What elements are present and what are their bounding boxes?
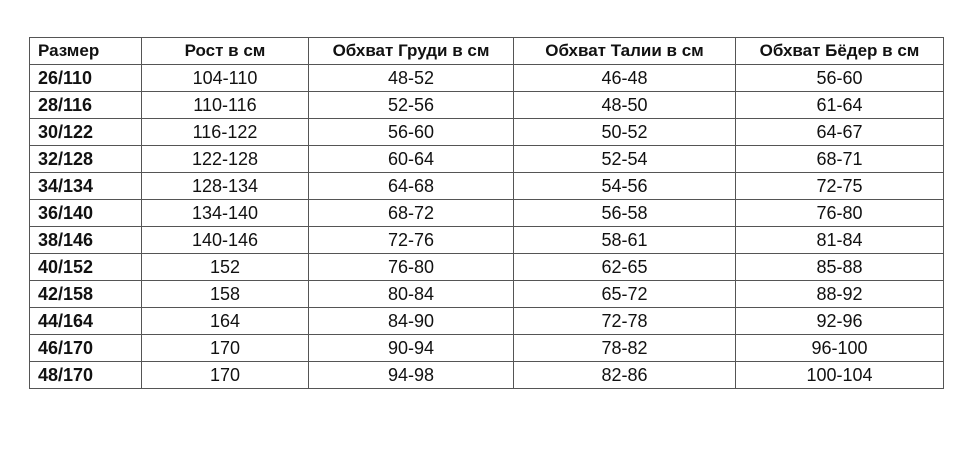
cell-hips: 88-92 [736, 281, 944, 308]
table-row [30, 308, 944, 335]
header-hips: Обхват Бёдер в см [736, 38, 944, 65]
header-height: Рост в см [142, 38, 309, 65]
header-row [30, 38, 944, 65]
cell-height: 164 [142, 308, 309, 335]
table-body [30, 65, 944, 389]
table-row [30, 254, 944, 281]
cell-chest: 68-72 [309, 200, 514, 227]
cell-size: 38/146 [30, 227, 142, 254]
cell-hips: 68-71 [736, 146, 944, 173]
cell-waist: 78-82 [514, 335, 736, 362]
cell-chest: 60-64 [309, 146, 514, 173]
header-waist: Обхват Талии в см [514, 38, 736, 65]
cell-chest: 56-60 [309, 119, 514, 146]
cell-waist: 54-56 [514, 173, 736, 200]
cell-chest: 64-68 [309, 173, 514, 200]
cell-waist: 58-61 [514, 227, 736, 254]
cell-size: 44/164 [30, 308, 142, 335]
cell-height: 170 [142, 362, 309, 389]
cell-size: 26/110 [30, 65, 142, 92]
table-row [30, 92, 944, 119]
cell-height: 116-122 [142, 119, 309, 146]
table-row [30, 146, 944, 173]
table-row [30, 227, 944, 254]
cell-height: 158 [142, 281, 309, 308]
cell-hips: 56-60 [736, 65, 944, 92]
cell-height: 128-134 [142, 173, 309, 200]
cell-waist: 56-58 [514, 200, 736, 227]
cell-waist: 48-50 [514, 92, 736, 119]
cell-height: 152 [142, 254, 309, 281]
cell-hips: 85-88 [736, 254, 944, 281]
cell-waist: 82-86 [514, 362, 736, 389]
cell-chest: 72-76 [309, 227, 514, 254]
size-chart-table [29, 37, 944, 389]
cell-hips: 61-64 [736, 92, 944, 119]
cell-hips: 64-67 [736, 119, 944, 146]
cell-size: 48/170 [30, 362, 142, 389]
cell-size: 28/116 [30, 92, 142, 119]
cell-hips: 100-104 [736, 362, 944, 389]
cell-hips: 81-84 [736, 227, 944, 254]
cell-size: 42/158 [30, 281, 142, 308]
table-row [30, 335, 944, 362]
cell-size: 34/134 [30, 173, 142, 200]
cell-height: 122-128 [142, 146, 309, 173]
table-row [30, 173, 944, 200]
cell-hips: 92-96 [736, 308, 944, 335]
cell-height: 170 [142, 335, 309, 362]
cell-waist: 72-78 [514, 308, 736, 335]
cell-waist: 46-48 [514, 65, 736, 92]
header-chest: Обхват Груди в см [309, 38, 514, 65]
cell-hips: 96-100 [736, 335, 944, 362]
cell-waist: 50-52 [514, 119, 736, 146]
cell-chest: 94-98 [309, 362, 514, 389]
cell-chest: 80-84 [309, 281, 514, 308]
cell-waist: 62-65 [514, 254, 736, 281]
cell-hips: 76-80 [736, 200, 944, 227]
cell-size: 40/152 [30, 254, 142, 281]
table-row [30, 119, 944, 146]
cell-waist: 65-72 [514, 281, 736, 308]
cell-height: 140-146 [142, 227, 309, 254]
table-row [30, 200, 944, 227]
table-row [30, 281, 944, 308]
cell-size: 30/122 [30, 119, 142, 146]
cell-height: 134-140 [142, 200, 309, 227]
header-size: Размер [30, 38, 142, 65]
cell-size: 32/128 [30, 146, 142, 173]
cell-height: 110-116 [142, 92, 309, 119]
cell-chest: 84-90 [309, 308, 514, 335]
cell-chest: 90-94 [309, 335, 514, 362]
table-header [30, 38, 944, 65]
table-row [30, 362, 944, 389]
cell-size: 46/170 [30, 335, 142, 362]
cell-chest: 48-52 [309, 65, 514, 92]
cell-height: 104-110 [142, 65, 309, 92]
cell-hips: 72-75 [736, 173, 944, 200]
cell-chest: 76-80 [309, 254, 514, 281]
cell-chest: 52-56 [309, 92, 514, 119]
cell-waist: 52-54 [514, 146, 736, 173]
cell-size: 36/140 [30, 200, 142, 227]
table-row [30, 65, 944, 92]
